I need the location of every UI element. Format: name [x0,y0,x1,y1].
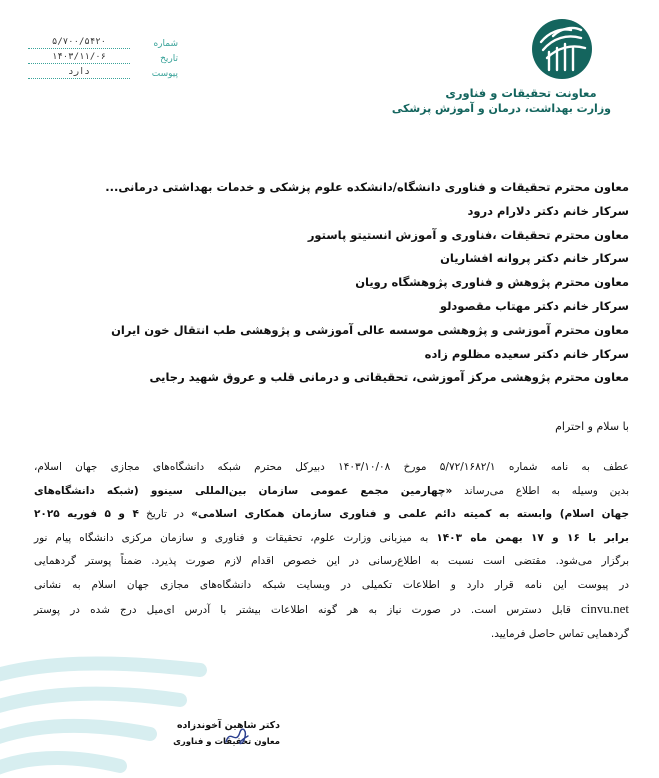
body-line [34,527,629,551]
body-line [34,480,629,504]
recipient-line: معاون محترم پژوهشی مرکز آموزشی، تحقیقاتی و درمانی قلب و عروق شهید رجایی [149,370,629,385]
signatory-name: دکتر شاهین آخوندزاده [176,720,280,731]
recipient-line: معاون محترم تحقیقات و فناوری دانشگاه/دانشکده علوم پزشکی و خدمات بهداشتی درمانی... [105,180,629,194]
recipient-line: سرکار خانم دکتر سعیده مظلوم زاده [424,346,629,361]
recipient-line: معاون محترم آموزشی و پژوهشی موسسه عالی آموزشی و پژوهشی طب انتقال خون ایران [111,322,629,337]
event-date-bold: ۴ و ۵ فوریه ۲۰۲۵ [34,508,139,520]
meta-attachment-value: دارد [28,67,130,79]
recipient-line: معاون محترم تحقیقات ،فناوری و آموزش انستیتو پاستور [307,227,629,242]
meta-date-label: تاریخ [160,54,178,64]
event-title-bold: «چهارمین مجمع عمومی سازمان بین‌المللی سینوو (شبکه دانشگاه‌های [34,484,453,497]
meta-attachment-label: پیوست [151,69,178,79]
body-text-segment: قابل دسترس است. در صورت نیاز به هر گونه اطلاعات بیشتر با آدرس ای‌میل درج شده در پوستر [34,604,581,616]
watermark-waves-icon [0,650,230,778]
recipient-line: معاون محترم پژوهش و فناوری پژوهشگاه رویان [355,275,629,290]
meta-attachment-row [28,64,178,79]
recipient-line: سرکار خانم دکتر پروانه افشاریان [440,251,629,266]
signature-block [173,718,280,750]
event-title-bold: جهان اسلام) وابسته به کمیته دائم علمی و فناوری سازمان همکاری اسلامی» [191,508,630,520]
body-line: عطف به نامه شماره ۵/۷۲/۱۶۸۲/۱ مورخ ۱۴۰۳/۱۰/۰۸ دبیرکل محترم شبکه دانشگاه‌های مجازی جهان اسلام، [34,461,629,473]
body-text-segment: بدین وسیله به اطلاع می‌رساند [452,484,629,497]
recipients-list [29,176,629,390]
recipient-line: سرکار خانم دکتر مهتاب مقصودلو [439,298,629,313]
body-line: برگزار می‌شود. مقتضی است نسبت به اطلاع‌رسانی در این خصوص اقدام لازم صورت پذیرد. ضمناً پوستر گردهمایی [34,555,629,567]
letter-meta [28,34,178,79]
meta-number-label: شماره [153,39,178,49]
website-link[interactable]: cinvu.net [580,601,629,616]
body-text-segment: به میزبانی وزارت علوم، تحقیقات و فناوری و سازمان مرکزی دانشگاه پیام نور [34,531,437,544]
tree-icon [531,18,593,80]
org-title: معاونت تحقیقات و فناوری [445,86,597,100]
signatory-title: معاون تحقیقات و فناوری [173,737,280,747]
meta-date-value: ۱۴۰۳/۱۱/۰۶ [28,52,130,64]
ministry-title: وزارت بهداشت، درمان و آموزش پزشکی [391,102,611,115]
body-line: در پیوست این نامه قرار دارد و اطلاعات تکمیلی در وبسایت شبکه دانشگاه‌های مجازی جهان اسلام به نشانی [34,578,629,591]
organization-name [391,85,611,116]
event-date-bold: برابر با ۱۶ و ۱۷ بهمن ماه ۱۴۰۳ [436,531,629,544]
meta-number-value: ۵/۷۰۰/۵۴۲۰ [28,37,130,49]
body-line [34,503,629,527]
recipient-line: سرکار خانم دکتر دلارام درود [467,203,629,218]
body-text-segment: در تاریخ [138,508,192,520]
body-line [34,597,629,623]
salutation: با سلام و احترام [555,420,629,433]
meta-date-row [28,49,178,64]
meta-number-row [28,34,178,49]
signature-scribble-icon [222,720,252,750]
letter-body [34,456,629,646]
body-line: گردهمایی تماس حاصل فرمایید. [490,627,629,640]
